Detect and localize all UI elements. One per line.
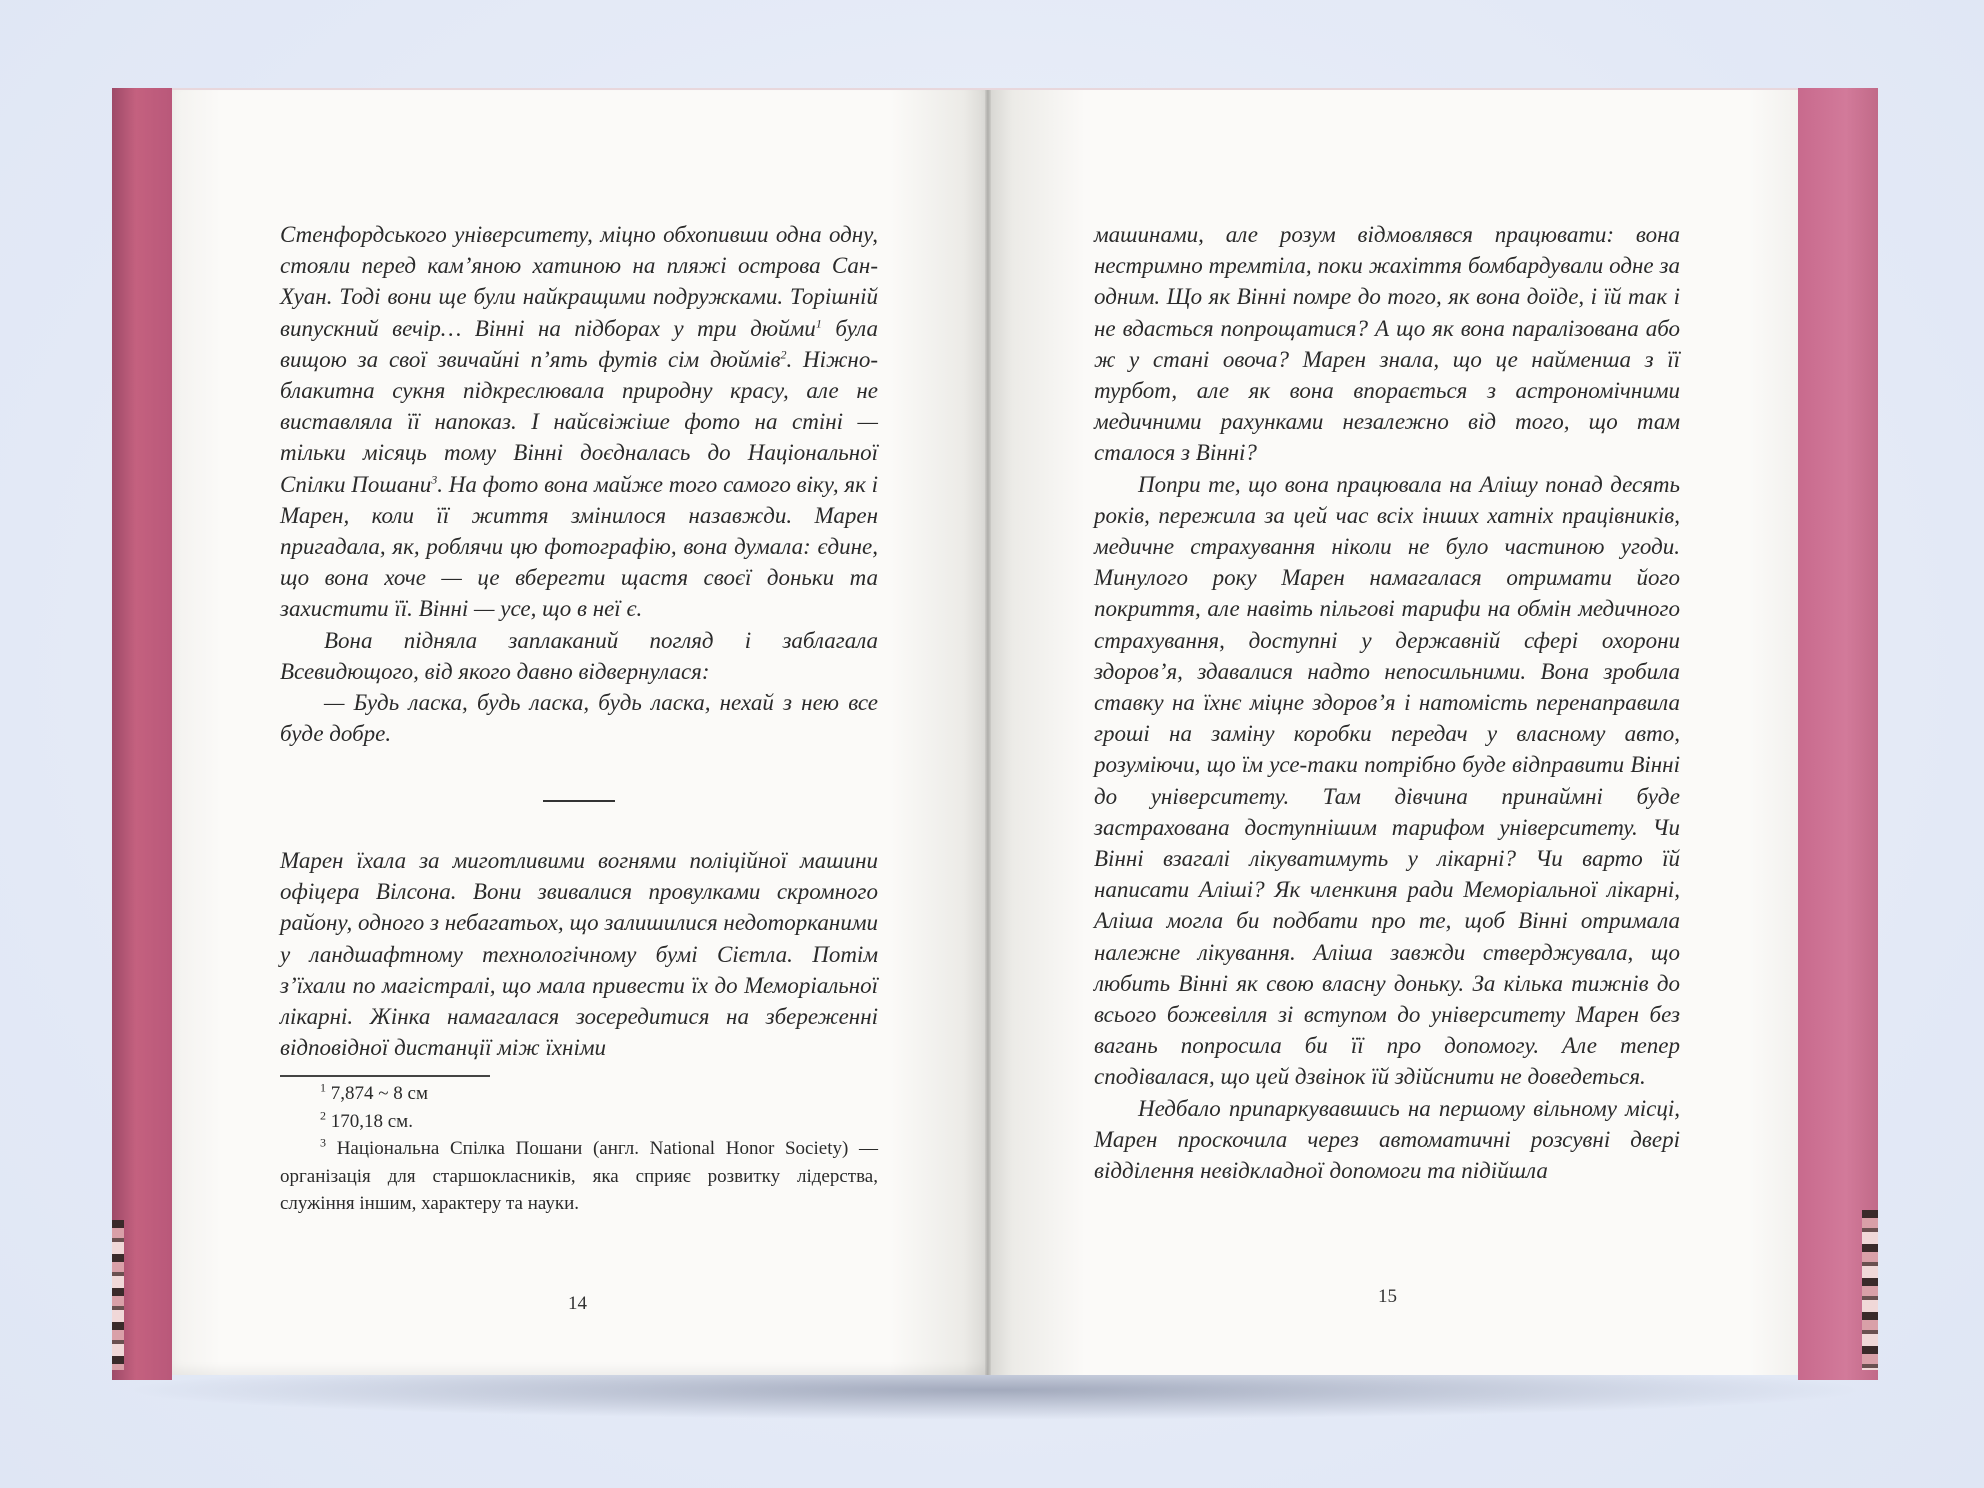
footnote-2: [280, 1108, 878, 1136]
right-page-text-block: [1094, 219, 1680, 1186]
footnote-text: 7,874 ~ 8 см: [330, 1083, 428, 1104]
left-page-text-block-2: [280, 845, 878, 1063]
footnote-mark: 1: [815, 315, 822, 330]
text-run: Стенфордського університету, міцно обхопивши одна одну, стояли перед кам’яною хатиною на пляжі острова Сан-Хуан. Тоді вони ще були найкращими подружками. Торішній випускний вечір… Вінні на підборах у три дюйми: [280, 222, 878, 341]
footnote-text: 170,18 см.: [330, 1110, 413, 1132]
footnote-number: 1: [320, 1080, 326, 1095]
page-number-left: 14: [568, 1293, 587, 1314]
section-divider: [543, 800, 615, 802]
footnote-mark: 2: [780, 347, 787, 362]
paragraph-3: — Будь ласка, будь ласка, будь ласка, нехай з нею все буде добре.: [280, 690, 878, 747]
paragraph-3: Недбало припаркувавшись на першому вільному місці, Марен проскочила через автоматичні розсувні двері відділення невідкладної допомоги та підійшла: [1094, 1095, 1680, 1184]
text-run: . На фото вона майже того самого віку, як і Марен, коли її життя змінилося назавжди. Марен пригадала, як, роблячи цю фотографію, вона думала: єдине, що вона хоче — це вберегти щастя своєї доньки та захистити її. Вінні — усе, що в неї є.: [280, 471, 879, 622]
left-page-text-block-1: [280, 219, 878, 749]
cover-art-edge-left: [112, 1220, 124, 1370]
cover-art-edge-right: [1862, 1210, 1878, 1370]
footnote-rule: [280, 1075, 490, 1077]
footnote-number: 3: [320, 1135, 326, 1150]
paragraph-1: машинами, але розум відмовлявся працювати: вона нестримно тремтіла, поки жахіття бомбардували одне за одним. Що як Вінні помре до того, як вона доїде, і їй так і не вдасться попрощатися? А що як вона паралізована або ж у стані овоча? Марен знала, що це найменша з її турбот, але як вона впорається з астрономічними медичними рахунками незалежно від того, що там сталося з Вінні?: [1094, 222, 1680, 466]
text-run: . Ніжно-блакитна сукня підкреслювала природну красу, але не виставляла її напоказ. І найсвіжіше фото на стіні — тільки місяць тому Вінні доєдналась до Національної Спілки Пошани: [280, 346, 878, 497]
cover-right: [1798, 88, 1878, 1380]
footnote-1: [280, 1080, 878, 1108]
footnotes: [280, 1080, 878, 1218]
footnote-number: 2: [320, 1108, 326, 1123]
paragraph-2: Попри те, що вона працювала на Алішу понад десять років, пережила за цей час всіх інших хатніх працівників, медичне страхування ніколи не було частиною угоди. Минулого року Марен намагалася отримати його покриття, але навіть пільгові тарифи на обмін медичного страхування, доступні у державній сфері охорони здоров’я, здавалися надто непосильними. Вона зробила ставку на їхнє міцне здоров’я і натомість перенаправила гроші на заміну коробки передач у власному авто, розуміючи, що їм усе-таки потрібно буде відправити Вінні до університету. Там дівчина принаймні буде застрахована доступнішим тарифом університету. Чи Вінні взагалі лікуватимуть у лікарні? Чи варто їй написати Аліші? Як членкиня ради Меморіальної лікарні, Аліша могла би подбати про те, щоб Вінні отримала належне лікування. Аліша завжди стверджувала, що любить Вінні як свою власну доньку. За кілька тижнів до всього божевілля зі вступом до університету Марен без вагань попросила би її про допомогу. Але тепер сподівалася, що цей дзвінок їй здійснити не доведеться.: [1094, 471, 1680, 1090]
page-number-right: 15: [1378, 1286, 1397, 1307]
paragraph-2: Вона підняла заплаканий погляд і заблагала Всевидющого, від якого давно відвернулася:: [280, 627, 878, 684]
footnote-mark: 3: [431, 471, 438, 486]
book-spine-gutter: [985, 90, 991, 1375]
cover-left: [112, 88, 172, 1380]
footnote-3: [280, 1135, 878, 1218]
paragraph-1: [280, 219, 878, 625]
footnote-text: Національна Спілка Пошани (англ. National Honor Society) — організація для старшокласників, яка сприяє розвитку лідерства, служіння іншим, характеру та науки.: [280, 1138, 878, 1214]
text-run: була вищою за свої звичайні п’ять футів сім дюймів: [280, 315, 878, 372]
section-2-paragraph: Марен їхала за миготливими вогнями поліційної машини офіцера Вілсона. Вони звивалися провулками скромного району, одного з небагатьох, що залишилися недоторканими у ландшафтному технологічному бумі Сієтла. Потім з’їхали по магістралі, що мала привести їх до Меморіальної лікарні. Жінка намагалася зосередитися на збереженні відповідної дистанції між їхніми: [280, 848, 878, 1061]
